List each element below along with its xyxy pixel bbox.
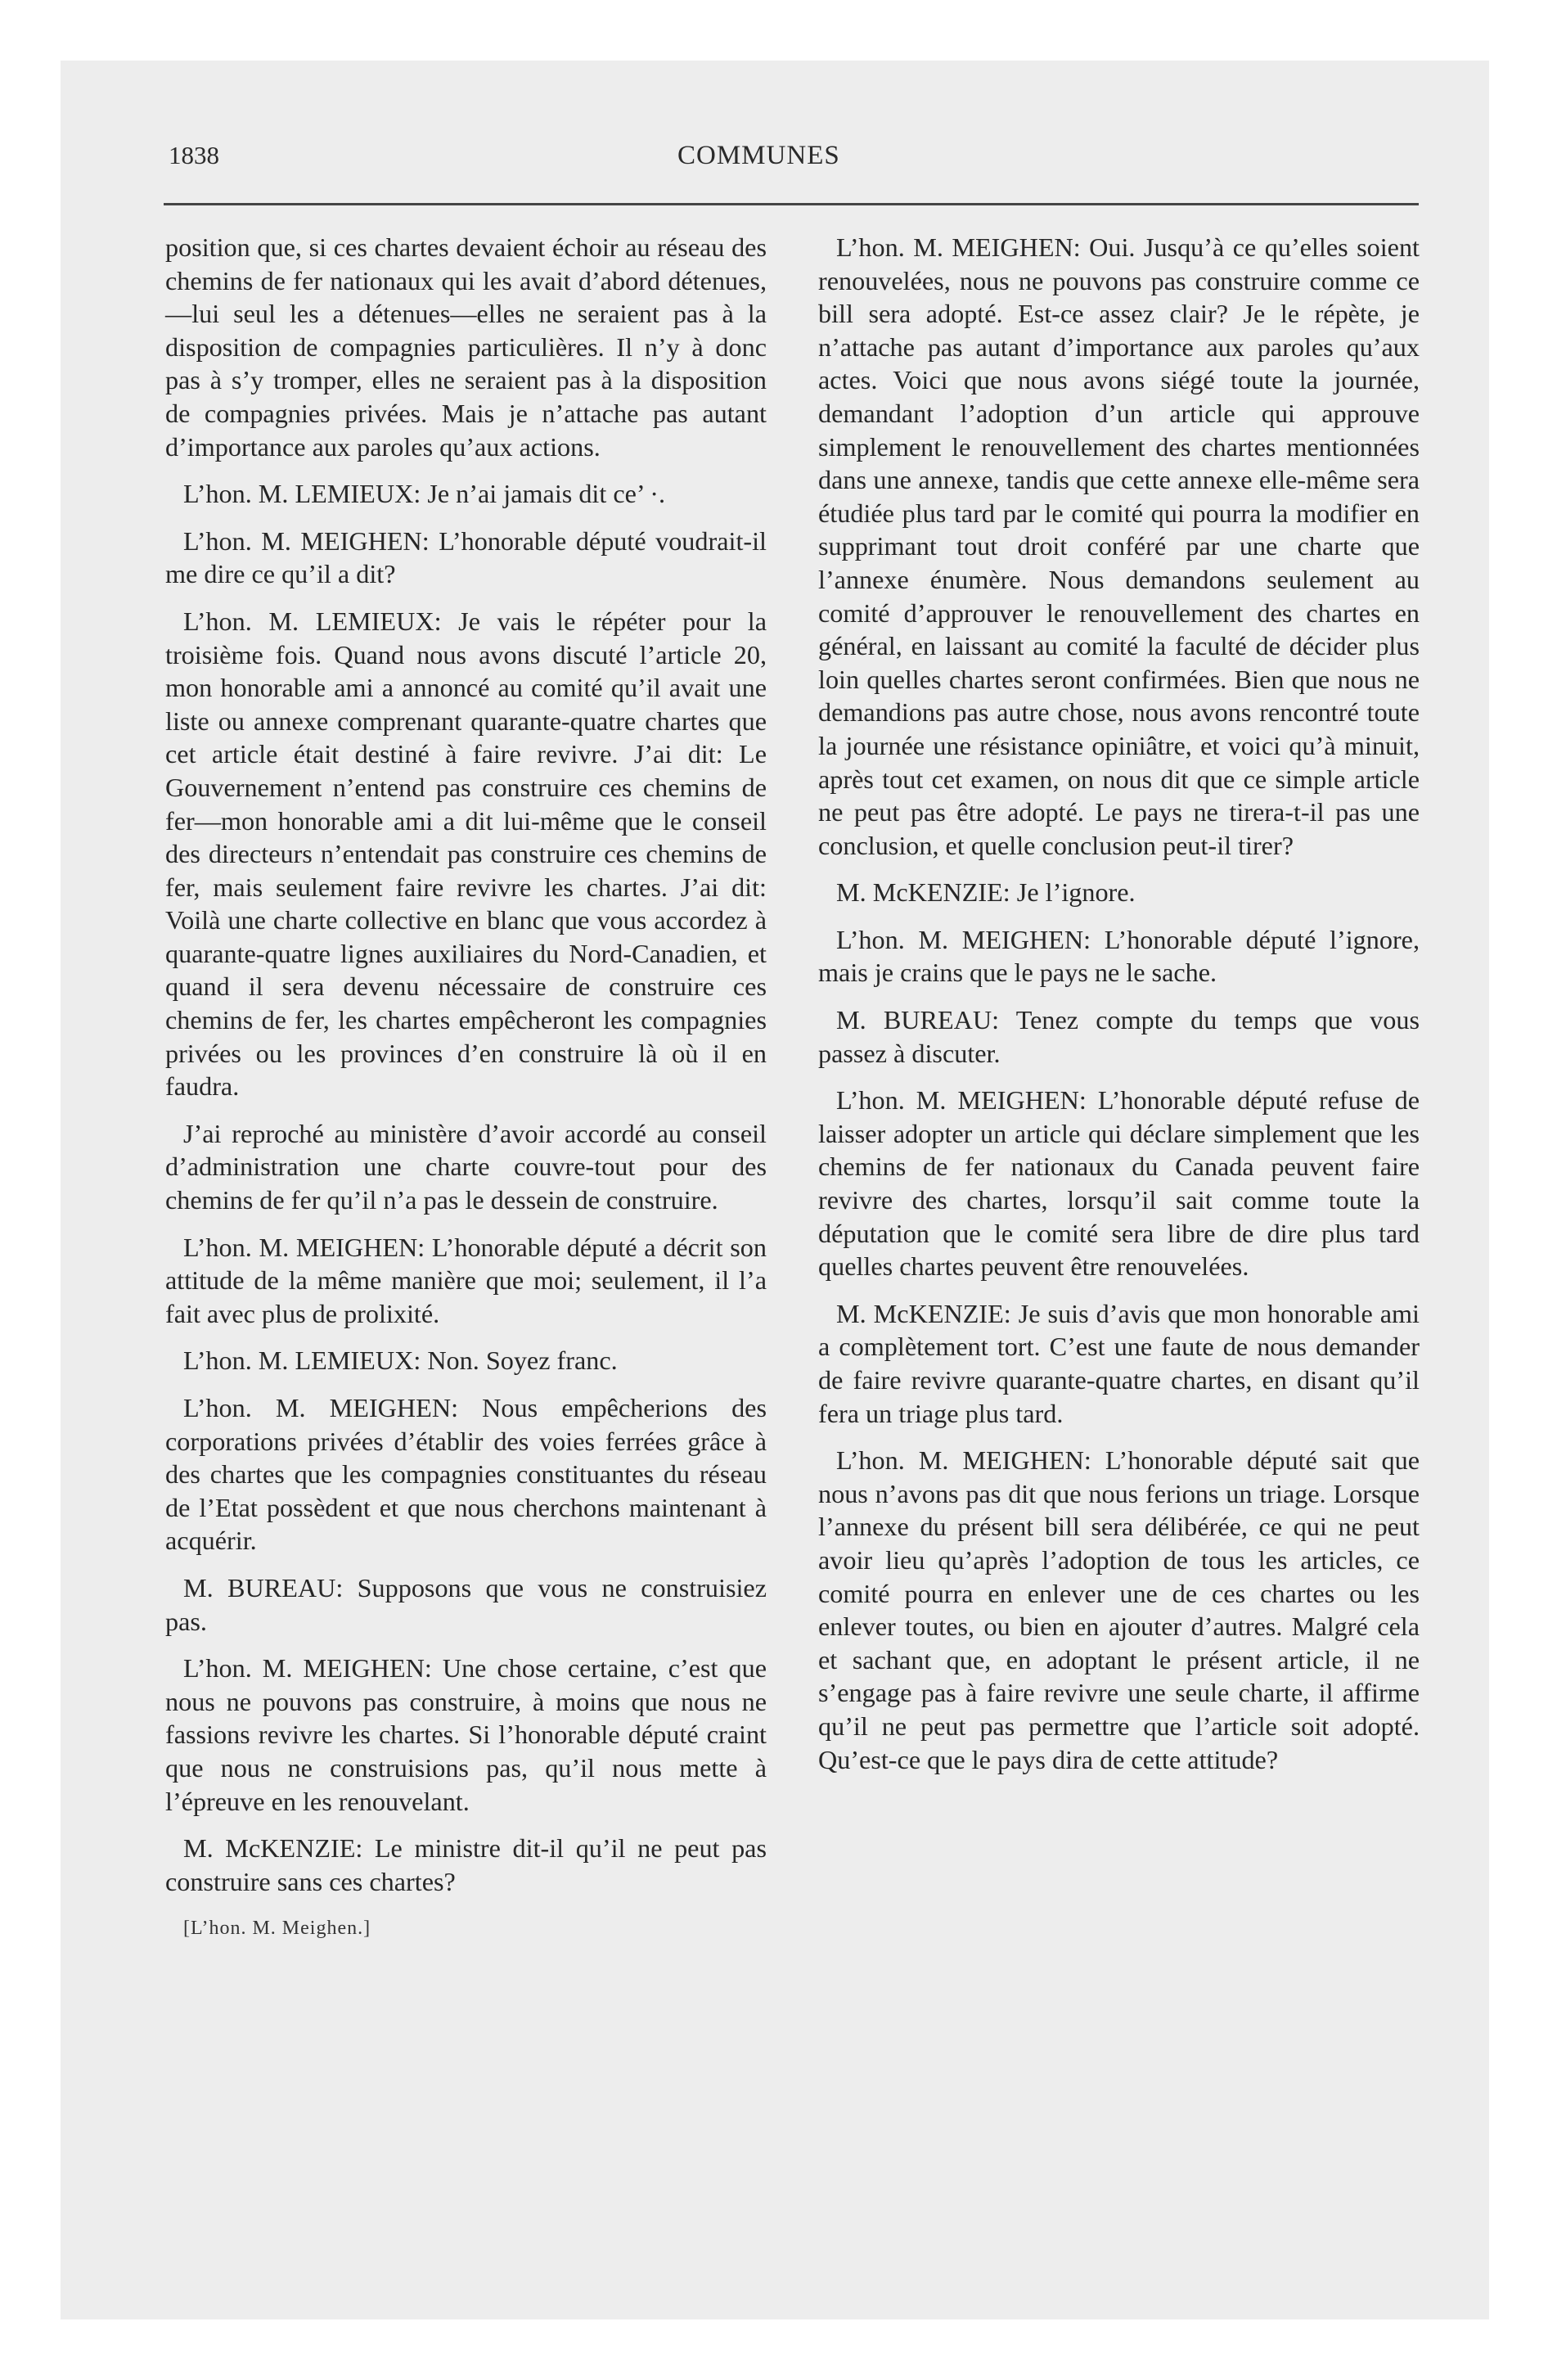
paragraph: L’hon. M. LEMIEUX: Non. Soyez franc.: [183, 1346, 618, 1376]
paragraph: M. McKENZIE: Je l’ignore.: [836, 877, 1136, 908]
paragraph: L’hon. M. MEIGHEN: Nous empêcherions des corporations privées d’établir des voies ferrées grâce à des chartes que les compagnies constituantes du réseau de l’Etat possèdent et que nous cherchons maintenant à acquérir.: [165, 1393, 767, 1556]
paragraph: M. BUREAU: Supposons que vous ne construisiez pas.: [165, 1572, 767, 1636]
paragraph: position que, si ces chartes devaient échoir au réseau des chemins de fer nationaux qui les avait d’abord détenues,—lui seul les a détenues—elles ne seraient pas à la disposition de compagnies particulières. Il n’y à donc pas à s’y tromper, elles ne seraient pas à la disposition de compagnies privées. Mais je n’attache pas autant d’importance aux paroles qu’aux actions.: [165, 232, 767, 462]
left-column: [165, 231, 767, 1945]
speaker-footnote: [L’hon. M. Meighen.]: [183, 1918, 371, 1940]
paragraph: L’hon. M. MEIGHEN: Une chose certaine, c’est que nous ne pouvons pas construire, à moins que nous ne fassions revivre les chartes. Si l’honorable député craint que nous ne construisions pas, qu’il nous mette à l’épreuve en les renouvelant.: [165, 1653, 767, 1816]
paragraph: M. McKENZIE: Le ministre dit-il qu’il ne peut pas construire sans ces chartes?: [165, 1833, 767, 1896]
paragraph: L’hon. M. LEMIEUX: Je vais le répéter pour la troisième fois. Quand nous avons discuté l’article 20, mon honorable ami a annoncé au comité qu’il avait une liste ou annexe comprenant quarante-quatre chartes que cet article était destiné à faire revivre. J’ai dit: Le Gouvernement n’entend pas construire ces chemins de fer—mon honorable ami a dit lui-même que le conseil des directeurs n’entendait pas construire ces chemins de fer, mais seulement faire revivre les chartes. J’ai dit: Voilà une charte collective en blanc que vous accordez à quarante-quatre lignes auxiliaires du Nord-Canadien, et quand il sera devenu nécessaire de construire ces chemins de fer, les chartes empêcheront les compagnies privées ou les provinces d’en construire là où il en faudra.: [165, 606, 767, 1102]
paragraph: L’hon. M. LEMIEUX: Je n’ai jamais dit ce’ ·.: [183, 479, 666, 509]
paragraph: L’hon. M. MEIGHEN: L’honorable député l’ignore, mais je crains que le pays ne le sache.: [818, 924, 1420, 988]
paragraph: L’hon. M. MEIGHEN: L’honorable député a décrit son attitude de la même manière que moi; seulement, il l’a fait avec plus de prolixité.: [165, 1232, 767, 1328]
paragraph: M. BUREAU: Tenez compte du temps que vous passez à discuter.: [818, 1005, 1420, 1068]
page-header: [169, 141, 1419, 177]
paragraph: L’hon. M. MEIGHEN: L’honorable député voudrait-il me dire ce qu’il a dit?: [165, 525, 767, 589]
paragraph: J’ai reproché au ministère d’avoir accordé au conseil d’administration une charte couvre-tout pour des chemins de fer qu’il n’a pas le dessein de construire.: [165, 1118, 767, 1215]
paragraph: L’hon. M. MEIGHEN: L’honorable député sait que nous n’avons pas dit que nous ferions un triage. Lorsque l’annexe du présent bill sera délibérée, ce qui ne peut avoir lieu qu’après l’adoption de tous les articles, ce comité pourra en enlever une de ces chartes ou les enlever toutes, ou bien en ajouter d’autres. Malgré cela et sachant que, en adoptant le présent article, il ne s’engage pas à faire revivre une seule charte, il affirme qu’il ne peut pas permettre que l’article soit adopté. Qu’est-ce que le pays dira de cette attitude?: [818, 1445, 1420, 1774]
paragraph: L’hon. M. MEIGHEN: Oui. Jusqu’à ce qu’elles soient renouvelées, nous ne pouvons pas construire comme ce bill sera adopté. Est-ce assez clair? Je le répète, je n’attache pas autant d’importance aux paroles qu’aux actes. Voici que nous avons siégé toute la journée, demandant l’adoption d’un article qui approuve simplement le renouvellement des chartes mentionnées dans une annexe, tandis que cette annexe elle-même sera étudiée plus tard par le comité qui pourra la modifier en supprimant tout droit conféré par une charte que l’annexe énumère. Nous demandons seulement au comité d’approuver le renouvellement des chartes en général, en laissant au comité la faculté de décider plus loin quelles chartes seront confirmées. Bien que nous ne demandions pas autre chose, nous avons rencontré toute la journée une résistance opiniâtre, et voici qu’à minuit, après tout cet examen, on nous dit que ce simple article ne peut pas être adopté. Le pays ne tirera-t-il pas une conclusion, et quelle conclusion peut-il tirer?: [818, 232, 1420, 860]
right-column: [818, 231, 1420, 1790]
page-number: 1838: [169, 141, 219, 169]
paragraph: L’hon. M. MEIGHEN: L’honorable député refuse de laisser adopter un article qui déclare simplement que les chemins de fer nationaux du Canada peuvent faire revivre des chartes, lorsqu’il sait comme toute la députation que le comité sera libre de dire plus tard quelles chartes peuvent être renouvelées.: [818, 1085, 1420, 1282]
paragraph: M. McKENZIE: Je suis d’avis que mon honorable ami a complètement tort. C’est une faute de nous demander de faire revivre quarante-quatre chartes, en disant qu’il fera un triage plus tard.: [818, 1298, 1420, 1428]
header-rule: [164, 203, 1419, 205]
running-title: COMMUNES: [677, 141, 840, 170]
